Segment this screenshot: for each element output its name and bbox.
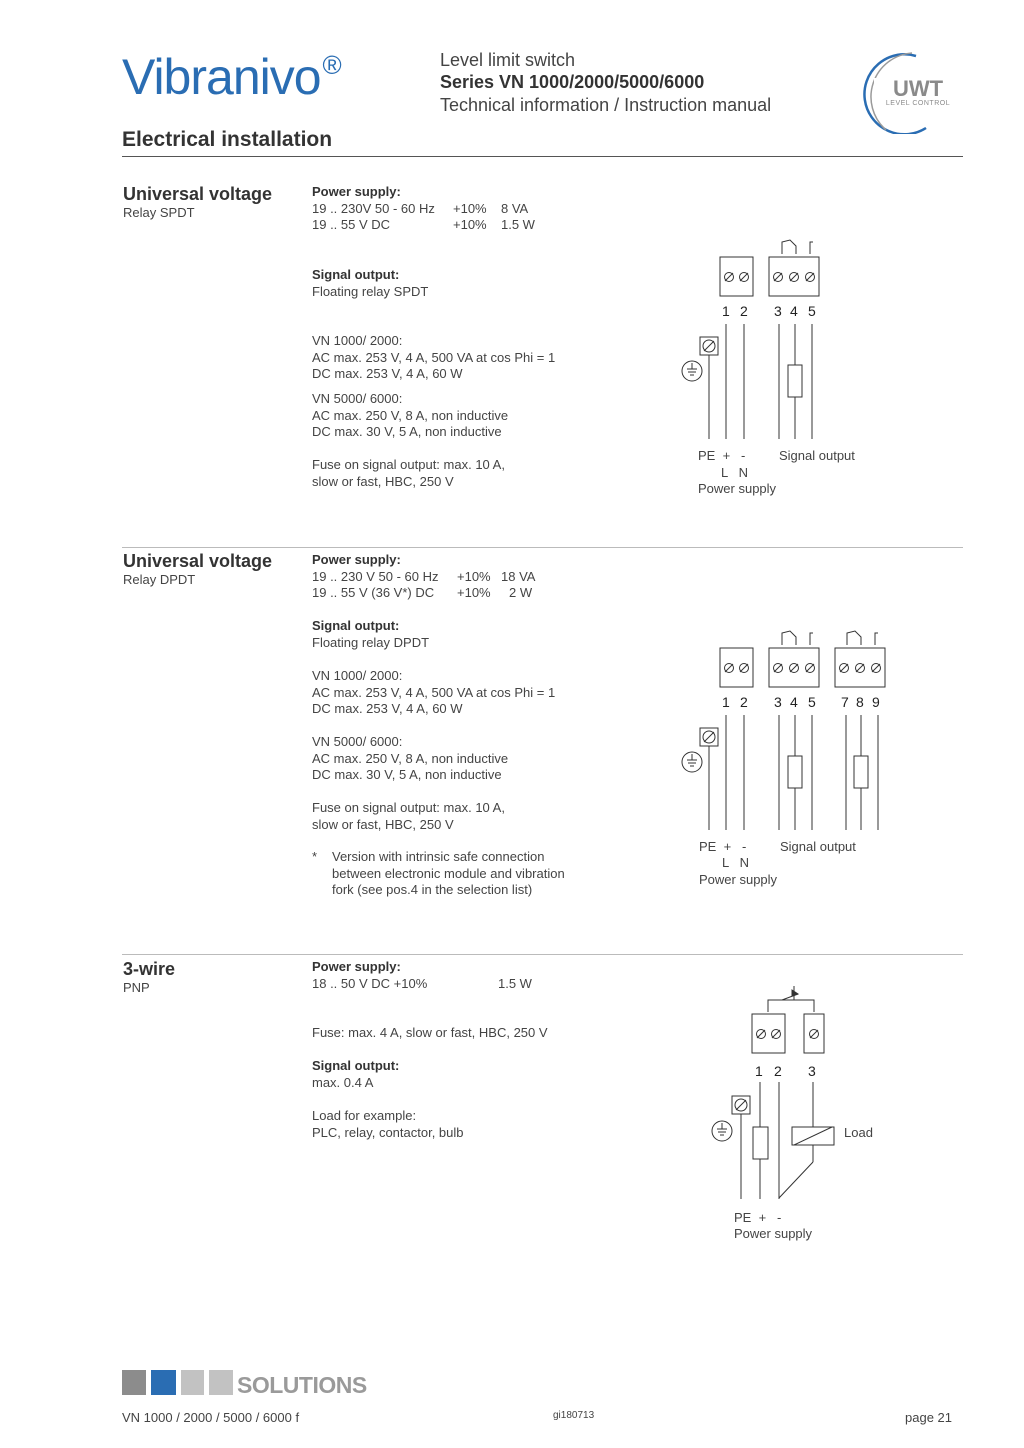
wiring-diagram-spdt	[670, 232, 900, 502]
terminal-number: 9	[872, 694, 880, 710]
pe-label: PE + -	[734, 1210, 782, 1225]
spec-line: AC max. 253 V, 4 A, 500 VA at cos Phi = 1	[312, 684, 556, 700]
spec-line: DC max. 30 V, 5 A, non inductive	[312, 767, 502, 782]
wiring-diagram-pnp	[700, 982, 900, 1244]
terminal-number: 1	[722, 303, 730, 319]
fuse-specs	[312, 457, 505, 490]
signal-output-block	[312, 1058, 399, 1091]
terminal-number: 2	[740, 694, 748, 710]
load-line: Load for example:	[312, 1108, 417, 1123]
fuse-specs	[312, 800, 505, 833]
load-line: PLC, relay, contactor, bulb	[312, 1124, 464, 1140]
header-series: Series VN 1000/2000/5000/6000	[440, 72, 705, 92]
spec-line: DC max. 30 V, 5 A, non inductive	[312, 424, 502, 439]
terminal-number: 2	[740, 303, 748, 319]
terminal-number: 3	[808, 1063, 816, 1079]
signal-output-label: Signal output:	[312, 1058, 400, 1073]
power-supply-caption: Power supply	[698, 481, 777, 496]
spec-line: slow or fast, HBC, 250 V	[312, 473, 454, 489]
footnote-line: Version with intrinsic safe connection	[332, 849, 545, 864]
vn1000-2000-specs	[312, 668, 555, 718]
brand-name: Vibranivo®	[122, 49, 341, 105]
spec-tolerance: +10%	[457, 585, 491, 600]
spec-tolerance: +10%	[453, 217, 487, 232]
spec-value: 19 .. 230 V 50 - 60 Hz	[312, 568, 439, 584]
vn1000-2000-specs	[312, 333, 555, 383]
spec-line: slow or fast, HBC, 250 V	[312, 816, 454, 832]
power-supply-block	[312, 552, 535, 602]
terminal-number: 1	[722, 694, 730, 710]
spec-line: DC max. 253 V, 4 A, 60 W	[312, 366, 463, 381]
spec-power: 1.5 W	[498, 975, 532, 991]
section-subtitle: PNP	[123, 980, 150, 995]
spec-value: 18 .. 50 V DC +10%	[312, 975, 428, 991]
terminal-number: 7	[841, 694, 849, 710]
footer-code: gi180713	[553, 1410, 595, 1421]
load-caption: Load	[844, 1125, 873, 1140]
spec-power: 18 VA	[501, 568, 536, 584]
footnote-star: *	[312, 849, 318, 864]
power-supply-caption: Power supply	[699, 872, 778, 887]
spec-line: AC max. 253 V, 4 A, 500 VA at cos Phi = 1	[312, 349, 556, 365]
signal-output-label: Signal output:	[312, 618, 400, 633]
spec-line: VN 5000/ 6000:	[312, 734, 403, 749]
footer-square	[151, 1370, 176, 1395]
footnote-text	[332, 849, 565, 899]
ln-label: L N	[721, 465, 748, 480]
signal-output-label: Signal output:	[312, 267, 400, 282]
spec-value: 19 .. 230V 50 - 60 Hz	[312, 200, 435, 216]
section-title: 3-wire	[123, 959, 176, 979]
spec-line: DC max. 253 V, 4 A, 60 W	[312, 701, 463, 716]
terminal-number: 3	[774, 303, 782, 319]
load-examples	[312, 1108, 464, 1141]
header-product-type: Level limit switch	[440, 50, 576, 70]
power-supply-block	[312, 959, 532, 992]
registered-mark: ®	[322, 50, 341, 80]
page-number: page 21	[905, 1410, 952, 1425]
terminal-number: 4	[790, 303, 798, 319]
spec-line: VN 5000/ 6000:	[312, 391, 403, 406]
logo-subtext: LEVEL CONTROL	[885, 100, 951, 107]
footer-square	[181, 1370, 204, 1395]
footer-model: VN 1000 / 2000 / 5000 / 6000 f	[122, 1410, 300, 1425]
spec-power: 2 W	[509, 585, 533, 600]
header-doc-type: Technical information / Instruction manual	[440, 95, 772, 115]
signal-output-text: max. 0.4 A	[312, 1074, 374, 1090]
spec-line: AC max. 250 V, 8 A, non inductive	[312, 750, 509, 766]
section-subtitle: Relay DPDT	[123, 572, 196, 587]
signal-output-text: Floating relay SPDT	[312, 283, 429, 299]
spec-line: VN 1000/ 2000:	[312, 333, 403, 348]
solutions-wordmark: SOLUTIONS	[237, 1372, 367, 1398]
fuse-text: Fuse: max. 4 A, slow or fast, HBC, 250 V	[312, 1025, 548, 1040]
footer-square	[209, 1370, 233, 1395]
logo-text: UWT	[892, 76, 944, 101]
power-supply-label: Power supply:	[312, 184, 401, 199]
power-supply-caption: Power supply	[734, 1226, 813, 1241]
terminal-number: 5	[808, 303, 816, 319]
spec-power: 1.5 W	[501, 217, 535, 232]
power-supply-block	[312, 184, 535, 234]
section-divider	[122, 954, 963, 955]
signal-output-text: Floating relay DPDT	[312, 634, 430, 650]
section-title: Universal voltage	[123, 551, 273, 571]
spec-value: 19 .. 55 V DC	[312, 217, 391, 232]
section-divider	[122, 547, 963, 548]
footnote-line: fork (see pos.4 in the selection list)	[332, 882, 533, 897]
ln-label: L N	[722, 855, 749, 870]
terminal-number: 5	[808, 694, 816, 710]
power-supply-label: Power supply:	[312, 959, 401, 974]
footnote-line: between electronic module and vibration	[332, 865, 565, 881]
signal-output-block	[312, 267, 428, 300]
section-title: Universal voltage	[123, 184, 273, 204]
header-rule	[122, 156, 963, 157]
spec-tolerance: +10%	[453, 200, 487, 216]
vn5000-6000-specs	[312, 391, 508, 441]
signal-output-block	[312, 618, 429, 651]
spec-tolerance: +10%	[457, 568, 491, 584]
terminal-number: 8	[856, 694, 864, 710]
pe-label: PE + -	[698, 448, 746, 463]
signal-output-caption: Signal output	[779, 448, 855, 463]
terminal-number: 3	[774, 694, 782, 710]
spec-line: AC max. 250 V, 8 A, non inductive	[312, 407, 509, 423]
wiring-diagram-dpdt	[670, 623, 900, 893]
footer-square	[122, 1370, 146, 1395]
signal-output-caption: Signal output	[780, 839, 856, 854]
spec-power: 8 VA	[501, 200, 529, 216]
page-title: Electrical installation	[122, 128, 333, 151]
spec-line: Fuse on signal output: max. 10 A,	[312, 800, 505, 815]
vn5000-6000-specs	[312, 734, 508, 784]
pe-label: PE + -	[699, 839, 747, 854]
power-supply-label: Power supply:	[312, 552, 401, 567]
uwt-logo	[848, 50, 964, 134]
spec-line: Fuse on signal output: max. 10 A,	[312, 457, 505, 472]
terminal-number: 2	[774, 1063, 782, 1079]
spec-value: 19 .. 55 V (36 V*) DC	[312, 585, 435, 600]
spec-line: VN 1000/ 2000:	[312, 668, 403, 683]
terminal-number: 1	[755, 1063, 763, 1079]
section-subtitle: Relay SPDT	[123, 205, 195, 220]
terminal-number: 4	[790, 694, 798, 710]
